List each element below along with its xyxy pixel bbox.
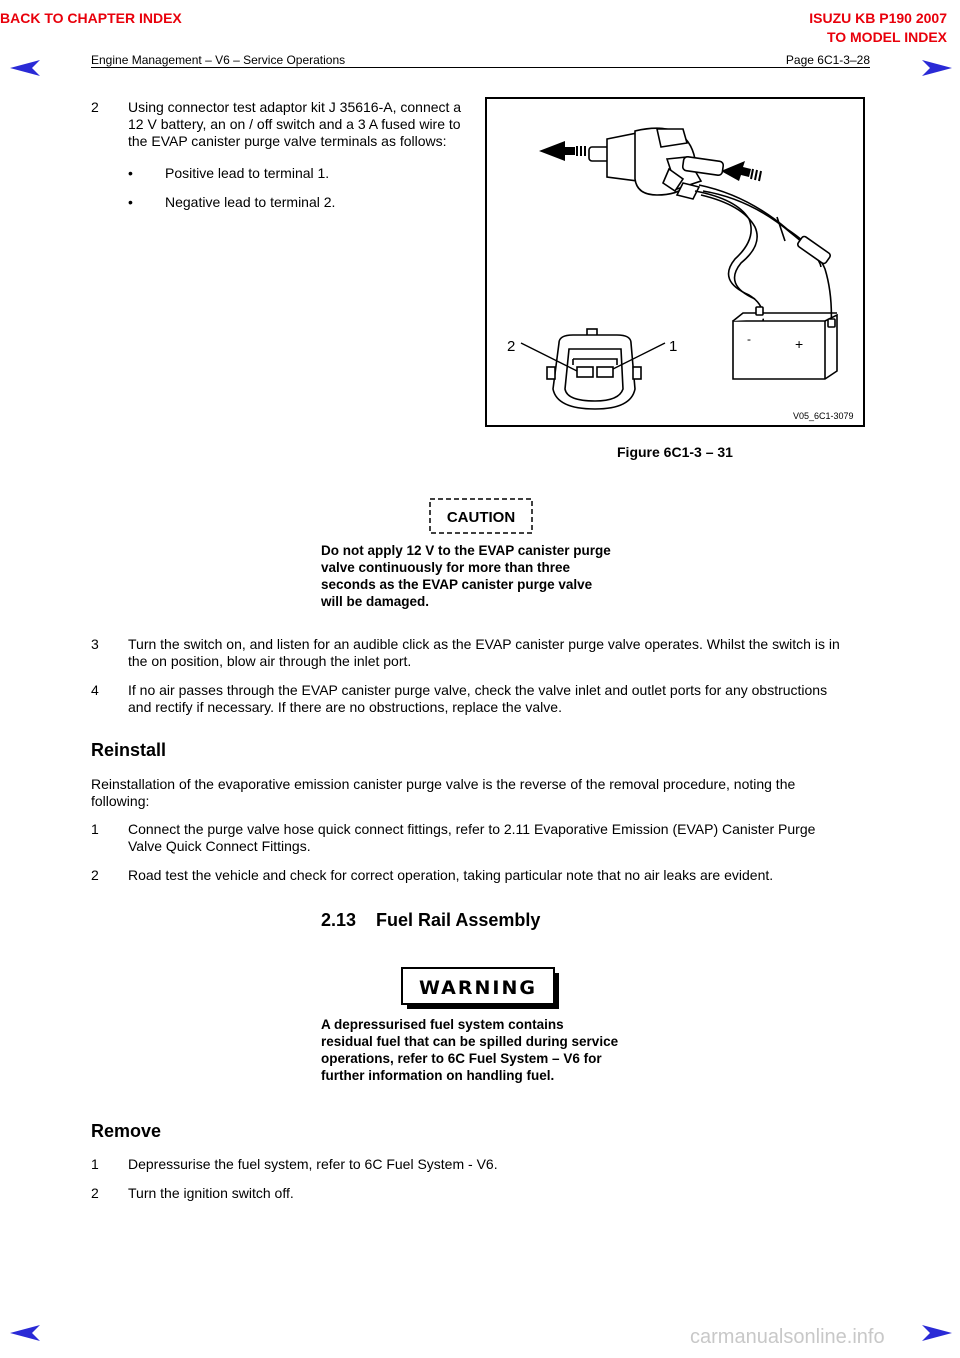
step-number: 1 bbox=[91, 821, 99, 837]
reinstall-intro bbox=[91, 776, 795, 810]
step-number: 2 bbox=[91, 1185, 99, 1201]
header-divider bbox=[91, 67, 870, 68]
step-text-line: Turn the switch on, and listen for an audible click as the EVAP canister purge valve operates. Whilst the switch is in bbox=[128, 636, 840, 652]
reinstall-heading: Reinstall bbox=[91, 740, 167, 760]
intro-line: Reinstallation of the evaporative emission canister purge valve is the reverse of the removal procedure, noting the bbox=[91, 776, 796, 792]
reinstall-step-2 bbox=[91, 867, 891, 884]
figure-caption: Figure 6C1-3 – 31 bbox=[617, 444, 733, 460]
reinstall-step-1 bbox=[91, 821, 891, 855]
purge-valve-diagram bbox=[487, 99, 863, 425]
step-text-line: 12 V battery, an on / off switch and a 3 A fused wire to bbox=[128, 116, 461, 132]
caution-line: will be damaged. bbox=[321, 594, 430, 609]
warning-badge bbox=[401, 967, 561, 1011]
step-text-line: Road test the vehicle and check for correct operation, taking particular note that no air leaks are evident. bbox=[128, 867, 774, 883]
bullet-dot: • bbox=[128, 194, 133, 210]
to-model-index-link[interactable]: TO MODEL INDEX bbox=[826, 29, 947, 45]
step-text-line: and rectify if necessary. If there are no obstructions, replace the valve. bbox=[128, 699, 562, 715]
back-to-chapter-index-link[interactable]: BACK TO CHAPTER INDEX bbox=[0, 10, 182, 26]
step-text-line: Turn the ignition switch off. bbox=[128, 1185, 294, 1201]
battery-minus-label: - bbox=[747, 332, 751, 346]
valve-connector bbox=[547, 329, 641, 409]
step-number: 2 bbox=[91, 867, 99, 883]
site-watermark: carmanualsonline.info bbox=[690, 1326, 885, 1348]
warning-text bbox=[321, 1016, 641, 1084]
document-title: Engine Management – V6 – Service Operations bbox=[91, 53, 346, 67]
fuse-holder bbox=[797, 235, 832, 264]
warning-line: A depressurised fuel system contains bbox=[321, 1017, 564, 1032]
caution-line: seconds as the EVAP canister purge valve bbox=[321, 577, 593, 592]
bullet-positive-lead: Positive lead to terminal 1. bbox=[165, 165, 330, 181]
remove-step-2 bbox=[91, 1185, 891, 1202]
test-step-4 bbox=[91, 682, 891, 716]
model-title-link[interactable]: ISUZU KB P190 2007 bbox=[809, 10, 947, 26]
caution-text bbox=[321, 542, 641, 610]
right-arrow-icon[interactable] bbox=[922, 1325, 952, 1341]
step-number: 3 bbox=[91, 636, 99, 652]
terminal-1-label: 1 bbox=[669, 338, 678, 355]
intro-line: following: bbox=[91, 793, 150, 809]
warning-line: residual fuel that can be spilled during service bbox=[321, 1034, 619, 1049]
step-text-line: the on position, blow air through the inlet port. bbox=[128, 653, 412, 669]
terminal-2-label: 2 bbox=[507, 338, 516, 355]
remove-heading: Remove bbox=[91, 1121, 162, 1141]
left-arrow-icon[interactable] bbox=[10, 60, 40, 76]
warning-line: further information on handling fuel. bbox=[321, 1068, 555, 1083]
step-number: 2 bbox=[91, 99, 99, 115]
page-number: Page 6C1-3–28 bbox=[785, 53, 870, 67]
battery-plus-label: + bbox=[795, 336, 804, 352]
inlet-arrow-icon bbox=[721, 161, 761, 181]
purge-valve-test-figure bbox=[485, 97, 865, 427]
remove-step-1 bbox=[91, 1156, 891, 1173]
step-text-line: Depressurise the fuel system, refer to 6C Fuel System - V6. bbox=[128, 1156, 498, 1172]
bullet-negative-lead: Negative lead to terminal 2. bbox=[165, 194, 336, 210]
step-text-line: Using connector test adaptor kit J 35616-A, connect a bbox=[128, 99, 462, 115]
purge-valve-body bbox=[589, 128, 724, 199]
caution-line: valve continuously for more than three bbox=[321, 560, 571, 575]
test-step-3 bbox=[91, 636, 891, 670]
step-text-line: If no air passes through the EVAP canister purge valve, check the valve inlet and outlet ports for any obstructions bbox=[128, 682, 828, 698]
warning-label: WARNING bbox=[419, 977, 537, 999]
warning-line: operations, refer to 6C Fuel System – V6 for bbox=[321, 1051, 602, 1066]
caution-badge bbox=[428, 497, 534, 535]
right-arrow-icon[interactable] bbox=[922, 60, 952, 76]
caution-line: Do not apply 12 V to the EVAP canister purge bbox=[321, 543, 611, 558]
switch-mark bbox=[777, 217, 785, 241]
caution-label: CAUTION bbox=[446, 509, 516, 526]
section-number: 2.13 bbox=[321, 910, 357, 930]
outlet-arrow-icon bbox=[539, 141, 585, 161]
figure-code: V05_6C1-3079 bbox=[793, 411, 854, 421]
bullet-dot: • bbox=[128, 165, 133, 181]
test-step-2 bbox=[91, 99, 481, 151]
left-arrow-icon[interactable] bbox=[10, 1325, 40, 1341]
step-number: 4 bbox=[91, 682, 99, 698]
step-text-line: the EVAP canister purge valve terminals as follows: bbox=[128, 133, 447, 149]
step-number: 1 bbox=[91, 1156, 99, 1172]
step-text-line: Connect the purge valve hose quick connect fittings, refer to 2.11 Evaporative Emission (EVAP) Canister Purge bbox=[128, 821, 816, 837]
step-text-line: Valve Quick Connect Fittings. bbox=[128, 838, 311, 854]
section-title: Fuel Rail Assembly bbox=[376, 910, 541, 930]
